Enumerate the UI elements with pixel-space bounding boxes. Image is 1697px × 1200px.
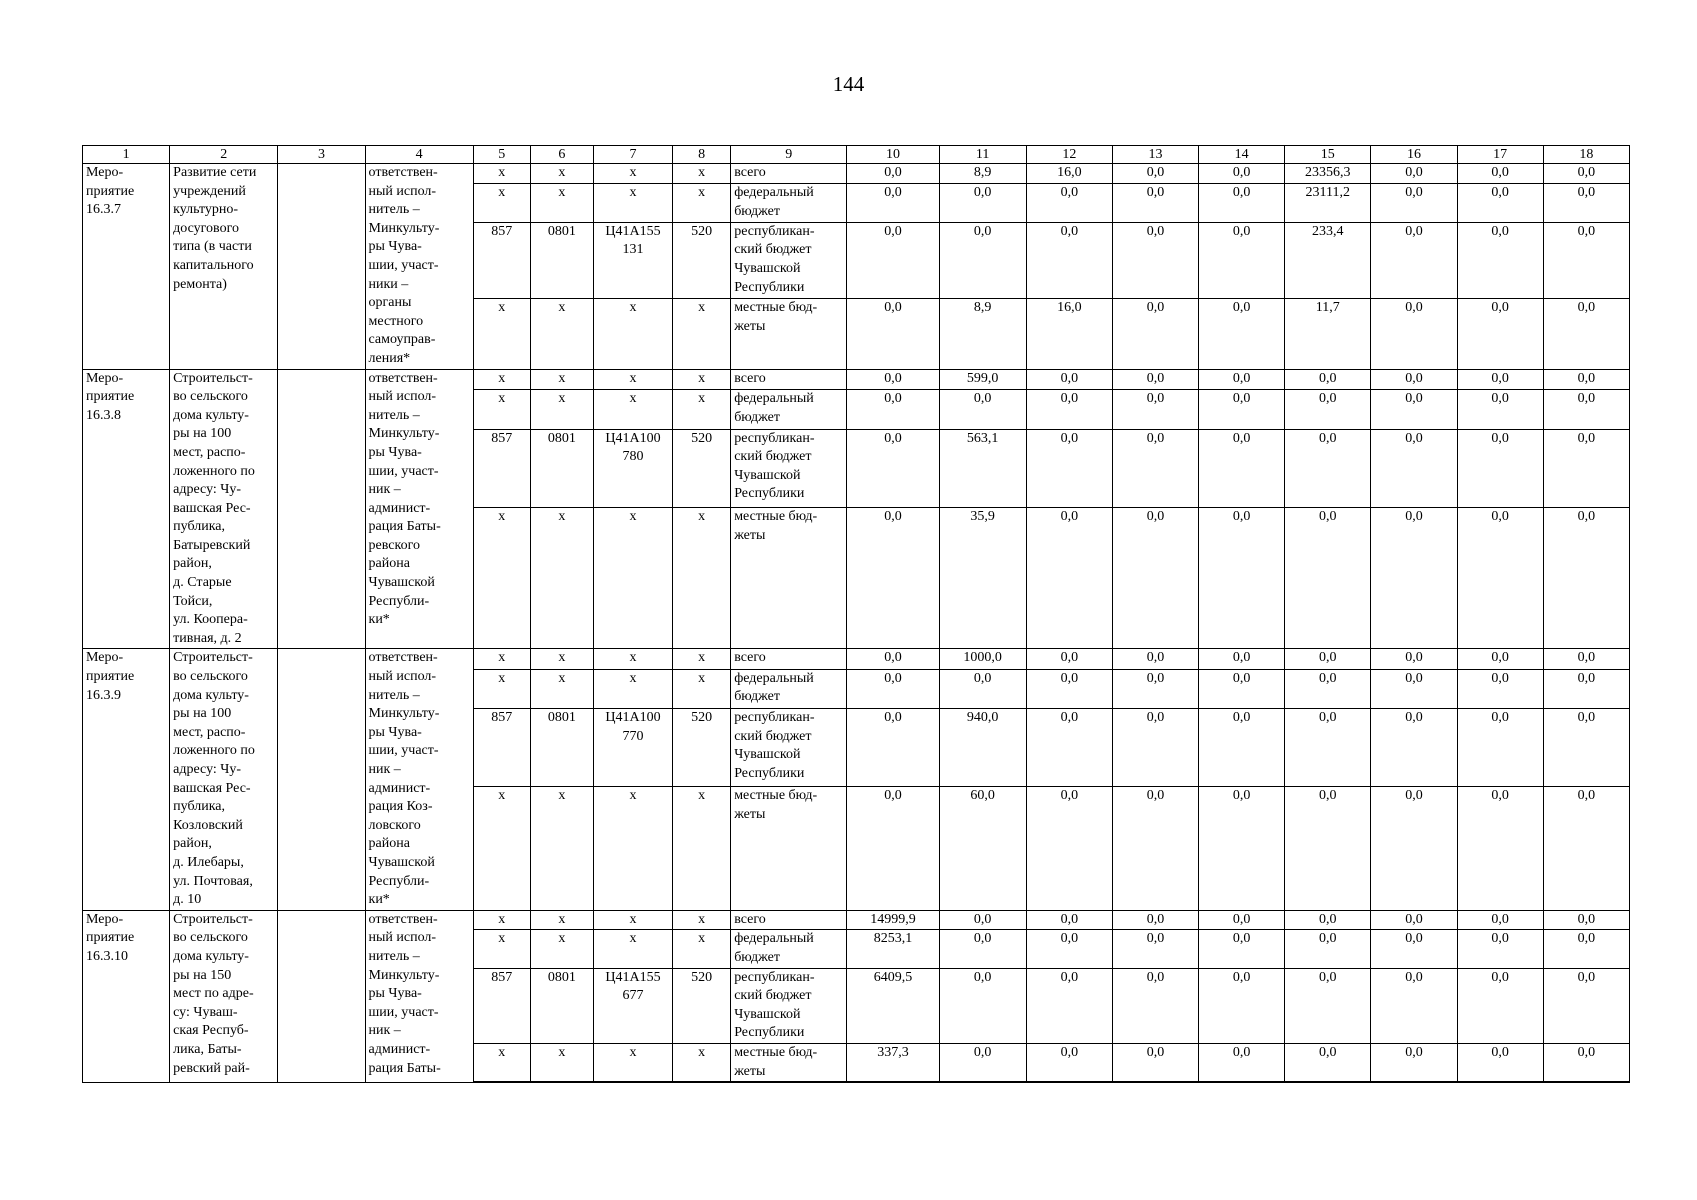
gov-code: x xyxy=(473,389,530,429)
activity-label: Меро- приятие 16.3.7 xyxy=(83,164,170,370)
expense-type-code: x xyxy=(673,389,731,429)
value-cell: 11,7 xyxy=(1285,299,1371,369)
expense-type-code: x xyxy=(673,369,731,389)
value-cell: 940,0 xyxy=(939,709,1026,787)
value-cell: 0,0 xyxy=(1543,968,1629,1043)
section-code: 0801 xyxy=(530,429,593,507)
value-cell: 0,0 xyxy=(1199,507,1285,648)
value-cell: 0,0 xyxy=(939,1043,1026,1082)
value-cell: 0,0 xyxy=(1026,222,1112,299)
value-cell: 0,0 xyxy=(1543,299,1629,369)
value-cell: 0,0 xyxy=(1543,222,1629,299)
section-code: x xyxy=(530,649,593,669)
value-cell: 8,9 xyxy=(939,299,1026,369)
section-code: x xyxy=(530,910,593,930)
activity-name: Строительст- во сельского дома культу- ры на 150 мест по адре- су: Чуваш- ская Респуб- лика, Баты- ревский рай- xyxy=(170,910,278,1082)
gov-code: x xyxy=(473,649,530,669)
value-cell: 0,0 xyxy=(1285,930,1371,968)
value-cell: 0,0 xyxy=(1199,709,1285,787)
value-cell: 0,0 xyxy=(1543,164,1629,184)
value-cell: 0,0 xyxy=(1112,389,1198,429)
value-cell: 0,0 xyxy=(1199,369,1285,389)
value-cell: 0,0 xyxy=(847,787,939,910)
value-cell: 0,0 xyxy=(939,910,1026,930)
value-cell: 0,0 xyxy=(1457,669,1543,709)
value-cell: 0,0 xyxy=(1112,669,1198,709)
expense-type-code: x xyxy=(673,649,731,669)
target-article-code: x xyxy=(593,183,672,222)
value-cell: 0,0 xyxy=(1457,164,1543,184)
section-code: x xyxy=(530,183,593,222)
value-cell: 0,0 xyxy=(1199,649,1285,669)
gov-code: x xyxy=(473,1043,530,1082)
expense-type-code: 520 xyxy=(673,429,731,507)
column-header-12: 12 xyxy=(1026,146,1112,164)
value-cell: 0,0 xyxy=(1285,429,1371,507)
value-cell: 0,0 xyxy=(1543,910,1629,930)
column-header-8: 8 xyxy=(673,146,731,164)
value-cell: 0,0 xyxy=(939,222,1026,299)
value-cell: 0,0 xyxy=(1457,389,1543,429)
table-body xyxy=(83,164,1630,1083)
funding-source: всего xyxy=(731,164,847,184)
section-code: x xyxy=(530,669,593,709)
value-cell: 563,1 xyxy=(939,429,1026,507)
column-header-4: 4 xyxy=(365,146,473,164)
expense-type-code: x xyxy=(673,669,731,709)
col3-cell xyxy=(278,369,365,649)
value-cell: 0,0 xyxy=(1371,930,1457,968)
value-cell: 0,0 xyxy=(1026,429,1112,507)
value-cell: 0,0 xyxy=(1199,669,1285,709)
value-cell: 0,0 xyxy=(847,299,939,369)
value-cell: 0,0 xyxy=(1371,222,1457,299)
expense-type-code: 520 xyxy=(673,709,731,787)
value-cell: 0,0 xyxy=(1285,709,1371,787)
value-cell: 0,0 xyxy=(1112,369,1198,389)
value-cell: 0,0 xyxy=(939,389,1026,429)
expense-type-code: x xyxy=(673,930,731,968)
target-article-code: Ц41А155 131 xyxy=(593,222,672,299)
value-cell: 0,0 xyxy=(1285,369,1371,389)
funding-source: республикан- ский бюджет Чувашской Республики xyxy=(731,429,847,507)
value-cell: 0,0 xyxy=(1199,787,1285,910)
value-cell: 0,0 xyxy=(1026,709,1112,787)
target-article-code: Ц41А155 677 xyxy=(593,968,672,1043)
value-cell: 0,0 xyxy=(1457,709,1543,787)
section-code: x xyxy=(530,164,593,184)
gov-code: x xyxy=(473,930,530,968)
section-code: x xyxy=(530,787,593,910)
value-cell: 0,0 xyxy=(1285,910,1371,930)
activity-label: Меро- приятие 16.3.9 xyxy=(83,649,170,910)
gov-code: x xyxy=(473,507,530,648)
expense-type-code: x xyxy=(673,910,731,930)
value-cell: 0,0 xyxy=(847,183,939,222)
column-header-7: 7 xyxy=(593,146,672,164)
value-cell: 0,0 xyxy=(1371,910,1457,930)
value-cell: 0,0 xyxy=(1026,649,1112,669)
value-cell: 0,0 xyxy=(1457,299,1543,369)
value-cell: 0,0 xyxy=(1112,787,1198,910)
page-number: 144 xyxy=(832,72,865,96)
activity-name: Развитие сети учреждений культурно- досугового типа (в части капитального ремонта) xyxy=(170,164,278,370)
expense-type-code: x xyxy=(673,507,731,648)
value-cell: 0,0 xyxy=(1026,389,1112,429)
value-cell: 0,0 xyxy=(1543,649,1629,669)
header-row xyxy=(83,146,1630,164)
value-cell: 14999,9 xyxy=(847,910,939,930)
activity-label: Меро- приятие 16.3.10 xyxy=(83,910,170,1082)
funding-source: федеральный бюджет xyxy=(731,930,847,968)
section-code: x xyxy=(530,299,593,369)
expense-type-code: 520 xyxy=(673,222,731,299)
value-cell: 0,0 xyxy=(1199,389,1285,429)
section-code: x xyxy=(530,369,593,389)
gov-code: 857 xyxy=(473,709,530,787)
funding-source: местные бюд- жеты xyxy=(731,787,847,910)
value-cell: 0,0 xyxy=(1199,299,1285,369)
value-cell: 0,0 xyxy=(1457,968,1543,1043)
target-article-code: x xyxy=(593,389,672,429)
value-cell: 0,0 xyxy=(1371,1043,1457,1082)
gov-code: x xyxy=(473,369,530,389)
funding-source: федеральный бюджет xyxy=(731,183,847,222)
value-cell: 0,0 xyxy=(1371,389,1457,429)
value-cell: 0,0 xyxy=(1371,429,1457,507)
gov-code: x xyxy=(473,910,530,930)
value-cell: 0,0 xyxy=(847,709,939,787)
value-cell: 23111,2 xyxy=(1285,183,1371,222)
gov-code: 857 xyxy=(473,968,530,1043)
value-cell: 0,0 xyxy=(1026,930,1112,968)
funding-source: всего xyxy=(731,910,847,930)
section-code: x xyxy=(530,389,593,429)
funding-source: всего xyxy=(731,649,847,669)
value-cell: 0,0 xyxy=(1285,787,1371,910)
section-code: 0801 xyxy=(530,968,593,1043)
value-cell: 35,9 xyxy=(939,507,1026,648)
value-cell: 0,0 xyxy=(1112,709,1198,787)
value-cell: 0,0 xyxy=(1112,1043,1198,1082)
column-header-17: 17 xyxy=(1457,146,1543,164)
gov-code: 857 xyxy=(473,429,530,507)
funding-source: республикан- ский бюджет Чувашской Республики xyxy=(731,222,847,299)
value-cell: 0,0 xyxy=(847,669,939,709)
col3-cell xyxy=(278,910,365,1082)
column-header-13: 13 xyxy=(1112,146,1198,164)
column-header-6: 6 xyxy=(530,146,593,164)
funding-source: местные бюд- жеты xyxy=(731,1043,847,1082)
responsible-executor: ответствен- ный испол- нитель – Минкульту- ры Чува- шии, участ- ник – админист- рация Баты- ревского района Чувашской Республи- ки* xyxy=(365,369,473,649)
value-cell: 0,0 xyxy=(1026,669,1112,709)
column-header-11: 11 xyxy=(939,146,1026,164)
col3-cell xyxy=(278,164,365,370)
value-cell: 0,0 xyxy=(1112,930,1198,968)
column-header-10: 10 xyxy=(847,146,939,164)
column-header-16: 16 xyxy=(1371,146,1457,164)
value-cell: 0,0 xyxy=(1112,164,1198,184)
value-cell: 0,0 xyxy=(1543,787,1629,910)
section-code: x xyxy=(530,930,593,968)
value-cell: 0,0 xyxy=(1026,183,1112,222)
value-cell: 1000,0 xyxy=(939,649,1026,669)
expense-type-code: 520 xyxy=(673,968,731,1043)
target-article-code: Ц41А100 770 xyxy=(593,709,672,787)
value-cell: 8,9 xyxy=(939,164,1026,184)
target-article-code: x xyxy=(593,787,672,910)
value-cell: 6409,5 xyxy=(847,968,939,1043)
expense-type-code: x xyxy=(673,164,731,184)
value-cell: 0,0 xyxy=(847,222,939,299)
column-header-18: 18 xyxy=(1543,146,1629,164)
value-cell: 0,0 xyxy=(1026,369,1112,389)
expense-type-code: x xyxy=(673,299,731,369)
value-cell: 0,0 xyxy=(1457,222,1543,299)
column-header-2: 2 xyxy=(170,146,278,164)
value-cell: 0,0 xyxy=(1371,709,1457,787)
gov-code: x xyxy=(473,669,530,709)
target-article-code: x xyxy=(593,299,672,369)
value-cell: 0,0 xyxy=(1026,968,1112,1043)
value-cell: 8253,1 xyxy=(847,930,939,968)
value-cell: 0,0 xyxy=(1371,649,1457,669)
value-cell: 0,0 xyxy=(847,369,939,389)
value-cell: 0,0 xyxy=(1371,787,1457,910)
value-cell: 599,0 xyxy=(939,369,1026,389)
column-header-9: 9 xyxy=(731,146,847,164)
target-article-code: x xyxy=(593,369,672,389)
value-cell: 0,0 xyxy=(1285,968,1371,1043)
value-cell: 0,0 xyxy=(847,389,939,429)
value-cell: 0,0 xyxy=(847,164,939,184)
value-cell: 0,0 xyxy=(1285,507,1371,648)
target-article-code: x xyxy=(593,1043,672,1082)
value-cell: 0,0 xyxy=(1543,709,1629,787)
value-cell: 60,0 xyxy=(939,787,1026,910)
value-cell: 0,0 xyxy=(1026,787,1112,910)
value-cell: 0,0 xyxy=(1026,1043,1112,1082)
value-cell: 0,0 xyxy=(1457,429,1543,507)
target-article-code: Ц41А100 780 xyxy=(593,429,672,507)
value-cell: 0,0 xyxy=(847,429,939,507)
value-cell: 0,0 xyxy=(939,669,1026,709)
value-cell: 0,0 xyxy=(1371,968,1457,1043)
value-cell: 16,0 xyxy=(1026,299,1112,369)
funding-source: республикан- ский бюджет Чувашской Республики xyxy=(731,709,847,787)
responsible-executor: ответствен- ный испол- нитель – Минкульту- ры Чува- шии, участ- ник – админист- рация Баты- xyxy=(365,910,473,1082)
value-cell: 0,0 xyxy=(1543,429,1629,507)
target-article-code: x xyxy=(593,910,672,930)
value-cell: 0,0 xyxy=(1543,183,1629,222)
value-cell: 0,0 xyxy=(847,649,939,669)
value-cell: 0,0 xyxy=(1543,389,1629,429)
value-cell: 0,0 xyxy=(1457,1043,1543,1082)
funding-source: всего xyxy=(731,369,847,389)
value-cell: 0,0 xyxy=(1112,507,1198,648)
value-cell: 0,0 xyxy=(1199,429,1285,507)
value-cell: 0,0 xyxy=(1457,507,1543,648)
budget-table xyxy=(82,145,1630,1083)
column-header-14: 14 xyxy=(1199,146,1285,164)
value-cell: 0,0 xyxy=(939,930,1026,968)
section-code: x xyxy=(530,1043,593,1082)
value-cell: 0,0 xyxy=(1285,669,1371,709)
value-cell: 0,0 xyxy=(1112,968,1198,1043)
col3-cell xyxy=(278,649,365,910)
value-cell: 0,0 xyxy=(1199,930,1285,968)
responsible-executor: ответствен- ный испол- нитель – Минкульту- ры Чува- шии, участ- ник – админист- рация Коз- ловского района Чувашской Республи- ки* xyxy=(365,649,473,910)
column-header-15: 15 xyxy=(1285,146,1371,164)
section-code: 0801 xyxy=(530,709,593,787)
value-cell: 0,0 xyxy=(1457,930,1543,968)
column-header-3: 3 xyxy=(278,146,365,164)
funding-source: местные бюд- жеты xyxy=(731,507,847,648)
table-row xyxy=(83,164,1630,184)
value-cell: 0,0 xyxy=(1285,389,1371,429)
activity-label: Меро- приятие 16.3.8 xyxy=(83,369,170,649)
value-cell: 0,0 xyxy=(1112,910,1198,930)
value-cell: 337,3 xyxy=(847,1043,939,1082)
value-cell: 0,0 xyxy=(1199,164,1285,184)
value-cell: 0,0 xyxy=(1543,930,1629,968)
value-cell: 0,0 xyxy=(1457,369,1543,389)
value-cell: 0,0 xyxy=(1371,669,1457,709)
value-cell: 0,0 xyxy=(1457,183,1543,222)
value-cell: 0,0 xyxy=(1199,968,1285,1043)
funding-source: федеральный бюджет xyxy=(731,669,847,709)
column-header-5: 5 xyxy=(473,146,530,164)
value-cell: 0,0 xyxy=(939,968,1026,1043)
expense-type-code: x xyxy=(673,183,731,222)
responsible-executor: ответствен- ный испол- нитель – Минкульту- ры Чува- шии, участ- ники – органы местного самоуправ- ления* xyxy=(365,164,473,370)
value-cell: 0,0 xyxy=(1371,507,1457,648)
value-cell: 0,0 xyxy=(1457,910,1543,930)
gov-code: x xyxy=(473,299,530,369)
value-cell: 0,0 xyxy=(1543,507,1629,648)
target-article-code: x xyxy=(593,649,672,669)
value-cell: 0,0 xyxy=(847,507,939,648)
value-cell: 233,4 xyxy=(1285,222,1371,299)
value-cell: 0,0 xyxy=(1112,299,1198,369)
activity-name: Строительст- во сельского дома культу- ры на 100 мест, распо- ложенного по адресу: Чу- вашская Рес- публика, Батыревский район, д. Старые Тойси, ул. Коопера- тивная, д. 2 xyxy=(170,369,278,649)
value-cell: 0,0 xyxy=(1371,369,1457,389)
column-header-1: 1 xyxy=(83,146,170,164)
expense-type-code: x xyxy=(673,787,731,910)
value-cell: 0,0 xyxy=(1457,787,1543,910)
value-cell: 0,0 xyxy=(1112,429,1198,507)
value-cell: 0,0 xyxy=(1543,369,1629,389)
expense-type-code: x xyxy=(673,1043,731,1082)
value-cell: 0,0 xyxy=(1112,183,1198,222)
table-row xyxy=(83,910,1630,930)
value-cell: 0,0 xyxy=(1199,222,1285,299)
table-row xyxy=(83,369,1630,389)
value-cell: 0,0 xyxy=(1112,649,1198,669)
value-cell: 0,0 xyxy=(1371,164,1457,184)
gov-code: x xyxy=(473,787,530,910)
gov-code: x xyxy=(473,164,530,184)
funding-source: республикан- ский бюджет Чувашской Республики xyxy=(731,968,847,1043)
target-article-code: x xyxy=(593,669,672,709)
value-cell: 0,0 xyxy=(1199,183,1285,222)
value-cell: 0,0 xyxy=(939,183,1026,222)
value-cell: 0,0 xyxy=(1543,1043,1629,1082)
value-cell: 0,0 xyxy=(1285,1043,1371,1082)
funding-source: местные бюд- жеты xyxy=(731,299,847,369)
activity-name: Строительст- во сельского дома культу- ры на 100 мест, распо- ложенного по адресу: Чу- вашская Рес- публика, Козловский район, д. Илебары, ул. Почтовая, д. 10 xyxy=(170,649,278,910)
value-cell: 0,0 xyxy=(1285,649,1371,669)
value-cell: 0,0 xyxy=(1112,222,1198,299)
funding-source: федеральный бюджет xyxy=(731,389,847,429)
gov-code: 857 xyxy=(473,222,530,299)
table-row xyxy=(83,649,1630,669)
value-cell: 16,0 xyxy=(1026,164,1112,184)
value-cell: 0,0 xyxy=(1026,910,1112,930)
target-article-code: x xyxy=(593,930,672,968)
value-cell: 0,0 xyxy=(1457,649,1543,669)
value-cell: 0,0 xyxy=(1199,910,1285,930)
value-cell: 0,0 xyxy=(1026,507,1112,648)
value-cell: 0,0 xyxy=(1371,183,1457,222)
value-cell: 0,0 xyxy=(1371,299,1457,369)
value-cell: 0,0 xyxy=(1199,1043,1285,1082)
value-cell: 23356,3 xyxy=(1285,164,1371,184)
section-code: 0801 xyxy=(530,222,593,299)
target-article-code: x xyxy=(593,164,672,184)
value-cell: 0,0 xyxy=(1543,669,1629,709)
target-article-code: x xyxy=(593,507,672,648)
gov-code: x xyxy=(473,183,530,222)
section-code: x xyxy=(530,507,593,648)
